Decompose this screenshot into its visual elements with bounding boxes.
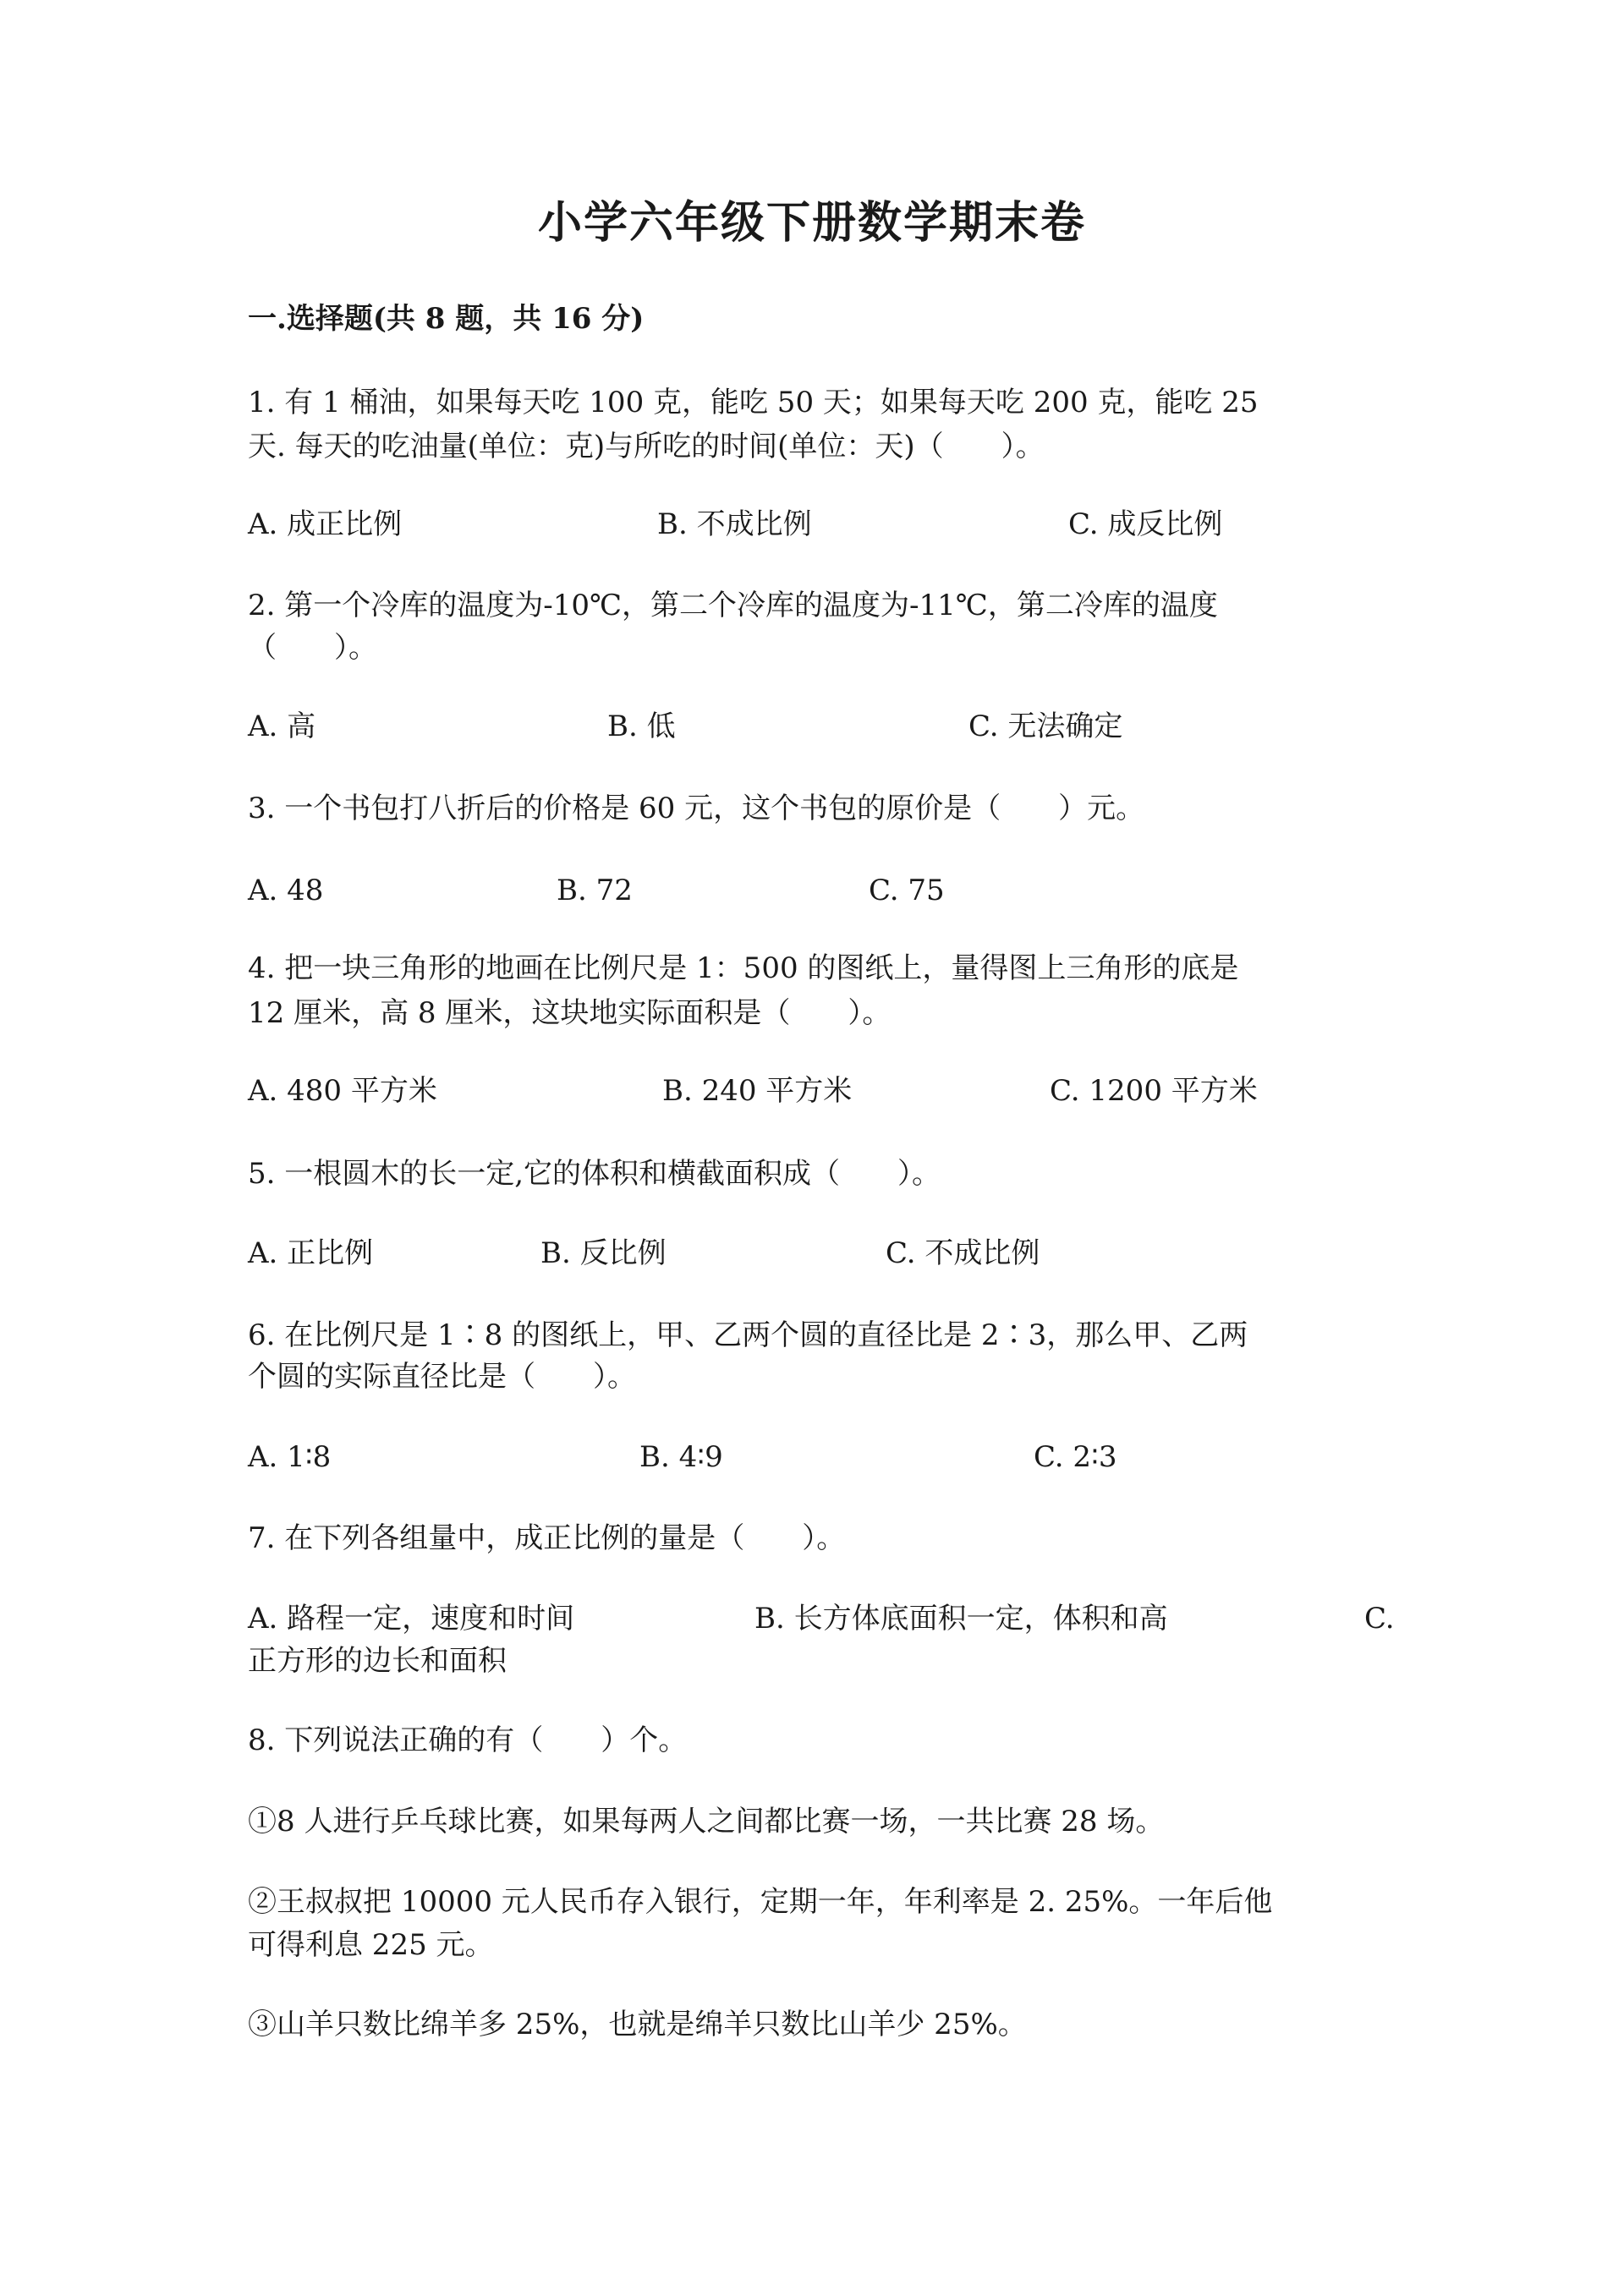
section-heading: 一.选择题(共 8 题，共 16 分) xyxy=(248,302,645,336)
question-8-line-1: 8. 下列说法正确的有（ ）个。 xyxy=(248,1723,688,1757)
question-7-option-c: C. xyxy=(1364,1602,1395,1636)
question-4-line-2: 12 厘米，高 8 厘米，这块地实际面积是（ ）。 xyxy=(248,996,892,1030)
question-3-option-a: A. 48 xyxy=(248,874,324,907)
question-8-statement-2-line-1: ②王叔叔把 10000 元人民币存入银行，定期一年，年利率是 2. 25%。一年后他 xyxy=(248,1885,1273,1919)
question-5-line-1: 5. 一根圆木的长一定,它的体积和横截面积成（ ）。 xyxy=(248,1157,941,1191)
question-2-line-2: （ ）。 xyxy=(248,631,377,665)
question-7-option-a: A. 路程一定，速度和时间 xyxy=(248,1602,575,1636)
question-7-line-1: 7. 在下列各组量中，成正比例的量是（ ）。 xyxy=(248,1521,846,1555)
question-1-option-a: A. 成正比例 xyxy=(248,507,403,541)
question-3-option-c: C. 75 xyxy=(869,874,945,907)
question-6-line-1: 6. 在比例尺是 1∶8 的图纸上，甲、乙两个圆的直径比是 2∶3，那么甲、乙两 xyxy=(248,1318,1248,1352)
page-title: 小学六年级下册数学期末卷 xyxy=(537,197,1086,249)
question-4-option-c: C. 1200 平方米 xyxy=(1050,1074,1258,1108)
question-1-option-b: B. 不成比例 xyxy=(657,507,812,541)
question-1-option-c: C. 成反比例 xyxy=(1068,507,1223,541)
question-8-statement-3: ③山羊只数比绵羊多 25%，也就是绵羊只数比山羊少 25%。 xyxy=(248,2008,1027,2041)
question-6-line-2: 个圆的实际直径比是（ ）。 xyxy=(248,1360,636,1394)
question-5-option-b: B. 反比例 xyxy=(540,1236,667,1270)
question-4-option-a: A. 480 平方米 xyxy=(248,1074,437,1108)
question-1-line-2: 天. 每天的吃油量(单位：克)与所吃的时间(单位：天)（ ）。 xyxy=(248,430,1045,463)
question-2-option-a: A. 高 xyxy=(248,710,316,743)
question-7-option-b: B. 长方体底面积一定，体积和高 xyxy=(754,1602,1168,1636)
question-4-option-b: B. 240 平方米 xyxy=(662,1074,853,1108)
question-6-option-c: C. 2∶3 xyxy=(1034,1440,1117,1474)
question-2-option-b: B. 低 xyxy=(607,710,676,743)
question-1-line-1: 1. 有 1 桶油，如果每天吃 100 克，能吃 50 天；如果每天吃 200 克，能吃 25 xyxy=(248,386,1259,419)
question-2-option-c: C. 无法确定 xyxy=(968,710,1123,743)
question-6-option-b: B. 4∶9 xyxy=(639,1440,723,1474)
question-7-option-c-text: 正方形的边长和面积 xyxy=(248,1644,507,1678)
question-3-line-1: 3. 一个书包打八折后的价格是 60 元，这个书包的原价是（ ）元。 xyxy=(248,792,1145,825)
question-5-option-c: C. 不成比例 xyxy=(886,1236,1040,1270)
question-2-line-1: 2. 第一个冷库的温度为-10℃，第二个冷库的温度为-11℃，第二冷库的温度 xyxy=(248,589,1218,622)
question-8-statement-1: ①8 人进行乒乓球比赛，如果每两人之间都比赛一场，一共比赛 28 场。 xyxy=(248,1805,1165,1838)
question-6-option-a: A. 1∶8 xyxy=(248,1440,332,1474)
question-5-option-a: A. 正比例 xyxy=(248,1236,374,1270)
question-3-option-b: B. 72 xyxy=(557,874,633,907)
question-4-line-1: 4. 把一块三角形的地画在比例尺是 1：500 的图纸上，量得图上三角形的底是 xyxy=(248,951,1239,985)
question-8-statement-2-line-2: 可得利息 225 元。 xyxy=(248,1928,494,1962)
